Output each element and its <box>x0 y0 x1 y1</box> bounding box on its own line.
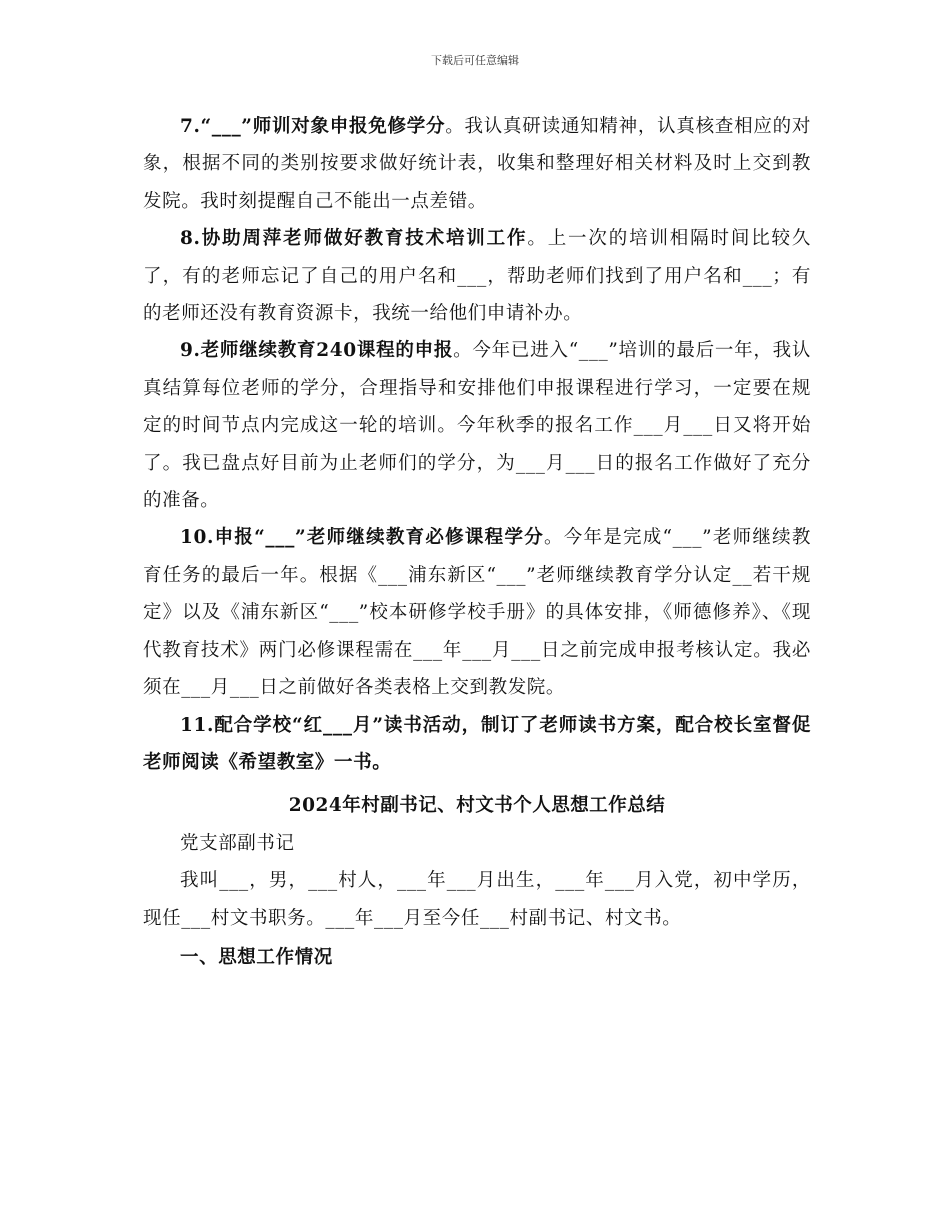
document-body <box>143 108 811 976</box>
paragraph-body: 。今年已进入“___”培训的最后一年，我认真结算每位老师的学分，合理指导和安排他们申报课程进行学习，一定要在规定的时间节点内完成这一轮的培训。今年秋季的报名工作___月___日又将开始了。我已盘点好目前为止老师们的学分，为___月___日的报名工作做好了充分的准备。 <box>143 340 811 512</box>
paragraph-body: 。上一次的培训相隔时间比较久了，有的老师忘记了自己的用户名和___，帮助老师们找到了用户名和___；有的老师还没有教育资源卡，我统一给他们申请补办。 <box>143 228 811 325</box>
intro-paragraph: 我叫___，男，___村人，___年___月出生，___年___月入党，初中学历，现任___村文书职务。___年___月至今任___村副书记、村文书。 <box>143 870 811 929</box>
page-header: 下载后可任意编辑 <box>431 54 519 67</box>
paragraph-lead: 9.老师继续教育240课程的申报 <box>180 340 454 362</box>
paragraph-item-7 <box>143 108 811 220</box>
paragraph-body: 。我认真研读通知精神，认真核查相应的对象，根据不同的类别按要求做好统计表，收集和整理好相关材料及时上交到教发院。我时刻提醒自己不能出一点差错。 <box>143 116 812 212</box>
paragraph-lead: 7.“___”师训对象申报免修学分 <box>180 116 446 137</box>
document-title: 2024年村副书记、村文书个人思想工作总结 <box>288 795 666 817</box>
paragraph-lead: 8.协助周萍老师做好教育技术培训工作 <box>180 228 528 250</box>
paragraph-item-11: 11.配合学校“红___月”读书活动，制订了老师读书方案，配合校长室督促老师阅读《希望教室》一书。 <box>143 714 811 773</box>
paragraph-lead: 10.申报“___”老师继续教育必修课程学分 <box>180 527 544 549</box>
paragraph-body: 。今年是完成“___”老师继续教育任务的最后一年。根据《___浦东新区“___”老师继续教育学分认定__若干规定》以及《浦东新区“___”校本研修学校手册》的具体安排，《师德修养》、《现代教育技术》两门必修课程需在___年___月___日之前完成申报考核认定。我必须在___月___日之前做好各类表格上交到教发院。 <box>143 527 811 699</box>
paragraph-item-8 <box>143 220 811 332</box>
paragraph-item-10 <box>143 519 811 706</box>
paragraph-item-9 <box>143 332 811 519</box>
section-heading: 一、思想工作情况 <box>180 946 333 968</box>
role-line: 党支部副书记 <box>180 832 295 854</box>
